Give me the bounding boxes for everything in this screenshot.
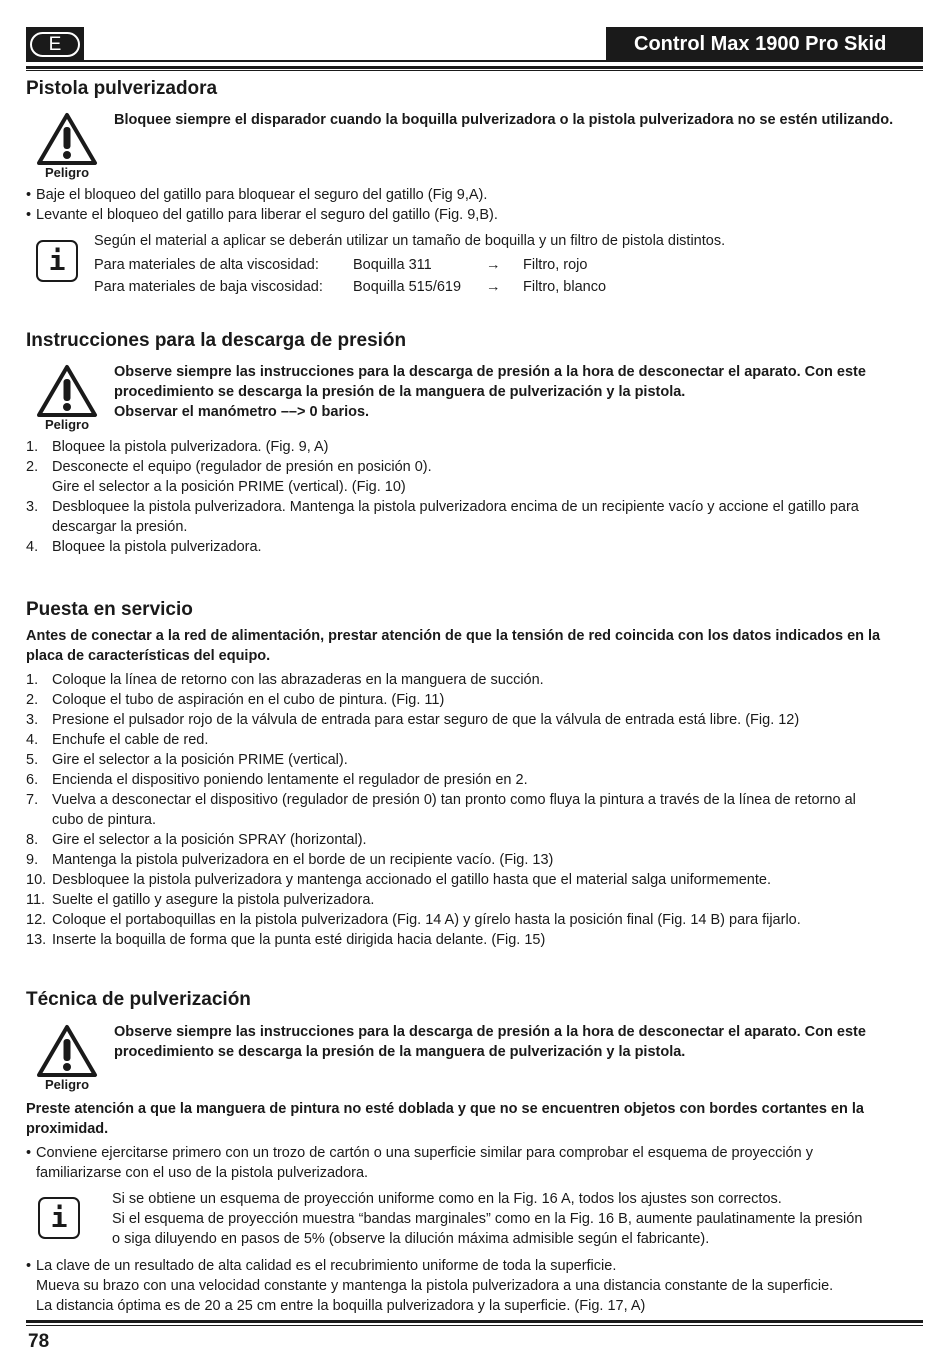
warning-text: Bloquee siempre el disparador cuando la boquilla pulverizadora o la pistola pulverizadora no se estén utilizando. <box>114 112 894 128</box>
list-item: 2. Coloque el tubo de aspiración en el cubo de pintura. (Fig. 11) <box>26 692 445 708</box>
hose-note: Preste atención a que la manguera de pintura no esté doblada y que no se encuentren objetos con bordes cortantes en la proximidad. <box>26 1101 864 1137</box>
list-item: 13. Inserte la boquilla de forma que la punta esté dirigida hacia delante. (Fig. 15) <box>26 932 546 948</box>
pressure-relief-steps <box>26 437 923 557</box>
info-icon: i <box>36 240 78 282</box>
list-item: • Baje el bloqueo del gatillo para bloquear el seguro del gatillo (Fig 9,A). <box>26 187 488 203</box>
list-item: 1. Bloquee la pistola pulverizadora. (Fig. 9, A) <box>26 439 329 455</box>
list-item: 10. Desbloquee la pistola pulverizadora y mantenga accionado el gatillo hasta que el material salga uniformemente. <box>26 872 771 888</box>
section-title-pistola: Pistola pulverizadora <box>26 78 218 99</box>
warning-triangle-icon <box>36 1024 98 1078</box>
warning-triangle-icon <box>36 112 98 166</box>
header-underline <box>84 60 606 62</box>
list-item: 8. Gire el selector a la posición SPRAY (horizontal). <box>26 832 367 848</box>
info-text: Si se obtiene un esquema de proyección uniforme como en la Fig. 16 A, todos los ajustes son correctos. Si el esquema de proyección muestra “bandas marginales” como en la Fig. 16 B, aumente paulatinamente la presión o siga diluyendo en pasos de 5% (observe la dilución máxima admisible según el fabricante). <box>112 1191 863 1247</box>
language-code: E <box>30 32 80 57</box>
list-item: 3. Presione el pulsador rojo de la válvula de entrada para estar seguro de que la válvula de entrada está libre. (Fig. 12) <box>26 712 800 728</box>
danger-label: Peligro <box>44 417 90 432</box>
header-rule-thin <box>26 70 923 71</box>
practice-bullet <box>26 1143 923 1183</box>
list-item: 4. Bloquee la pistola pulverizadora. <box>26 539 262 555</box>
trigger-lock-bullets <box>26 185 923 225</box>
arrow-right-icon: → <box>486 257 501 273</box>
quality-bullet <box>26 1256 923 1316</box>
product-title: Control Max 1900 Pro Skid <box>606 27 923 62</box>
page-header <box>26 27 923 63</box>
list-item: • Conviene ejercitarse primero con un trozo de cartón o una superficie similar para comprobar el esquema de proyección y familiarizarse con el uso de la pistola pulverizadora. <box>26 1145 813 1181</box>
section-title-puesta: Puesta en servicio <box>26 599 193 620</box>
list-item: 3. Desbloquee la pistola pulverizadora. Mantenga la pistola pulverizadora encima de un recipiente vacío y accione el gatillo para descargar la presión. <box>26 499 859 535</box>
startup-steps <box>26 670 923 950</box>
warning-text: Observe siempre las instrucciones para la descarga de presión a la hora de desconectar el aparato. Con este procedimiento se descarga la presión de la manguera de pulverización y la pistola. Observar el manómetro ––> 0 barios. <box>114 364 866 420</box>
list-item: 11. Suelte el gatillo y asegure la pistola pulverizadora. <box>26 892 375 908</box>
danger-warning-1 <box>36 112 98 180</box>
list-item: 4. Enchufe el cable de red. <box>26 732 209 748</box>
list-item: 7. Vuelva a desconectar el dispositivo (regulador de presión 0) tan pronto como fluya la pintura a través de la línea de retorno al cubo de pintura. <box>26 792 856 828</box>
arrow-right-icon: → <box>486 279 501 295</box>
footer-rule-thin <box>26 1325 923 1326</box>
list-item: 6. Encienda el dispositivo poniendo lentamente el regulador de presión en 2. <box>26 772 528 788</box>
warning-triangle-icon <box>36 364 98 418</box>
list-item: 5. Gire el selector a la posición PRIME (vertical). <box>26 752 348 768</box>
power-note: Antes de conectar a la red de alimentación, prestar atención de que la tensión de red coincida con los datos indicados en la placa de características del equipo. <box>26 628 881 664</box>
section-title-descarga: Instrucciones para la descarga de presión <box>26 330 407 351</box>
danger-warning-2 <box>36 364 98 432</box>
list-item: 1. Coloque la línea de retorno con las abrazaderas en la manguera de succión. <box>26 672 544 688</box>
list-item: • La clave de un resultado de alta calidad es el recubrimiento uniforme de toda la superficie. Mueva su brazo con una velocidad constante y mantenga la pistola pulverizadora a una distancia constante de la superficie. La distancia óptima es de 20 a 25 cm entre la boquilla pulverizadora y la superficie. (Fig. 17, A) <box>26 1258 834 1314</box>
danger-label: Peligro <box>44 1077 90 1092</box>
page-number: 78 <box>28 1331 50 1352</box>
danger-warning-3 <box>36 1024 98 1092</box>
danger-label: Peligro <box>44 165 90 180</box>
header-rule <box>26 66 923 69</box>
list-item: 12. Coloque el portaboquillas en la pistola pulverizadora (Fig. 14 A) y gírelo hasta la posición final (Fig. 14 B) para fijarlo. <box>26 912 801 928</box>
list-item: • Levante el bloqueo del gatillo para liberar el seguro del gatillo (Fig. 9,B). <box>26 207 498 223</box>
language-badge <box>26 27 84 62</box>
list-item: 2. Desconecte el equipo (regulador de presión en posición 0). Gire el selector a la posición PRIME (vertical). (Fig. 10) <box>26 459 432 495</box>
footer-rule <box>26 1320 923 1323</box>
info-icon: i <box>38 1197 80 1239</box>
info-text: Según el material a aplicar se deberán utilizar un tamaño de boquilla y un filtro de pistola distintos. <box>94 233 726 249</box>
list-item: 9. Mantenga la pistola pulverizadora en el borde de un recipiente vacío. (Fig. 13) <box>26 852 554 868</box>
warning-text: Observe siempre las instrucciones para la descarga de presión a la hora de desconectar el aparato. Con este procedimiento se descarga la presión de la manguera de pulverización y la pistola. <box>114 1024 866 1060</box>
section-title-tecnica: Técnica de pulverización <box>26 989 251 1010</box>
